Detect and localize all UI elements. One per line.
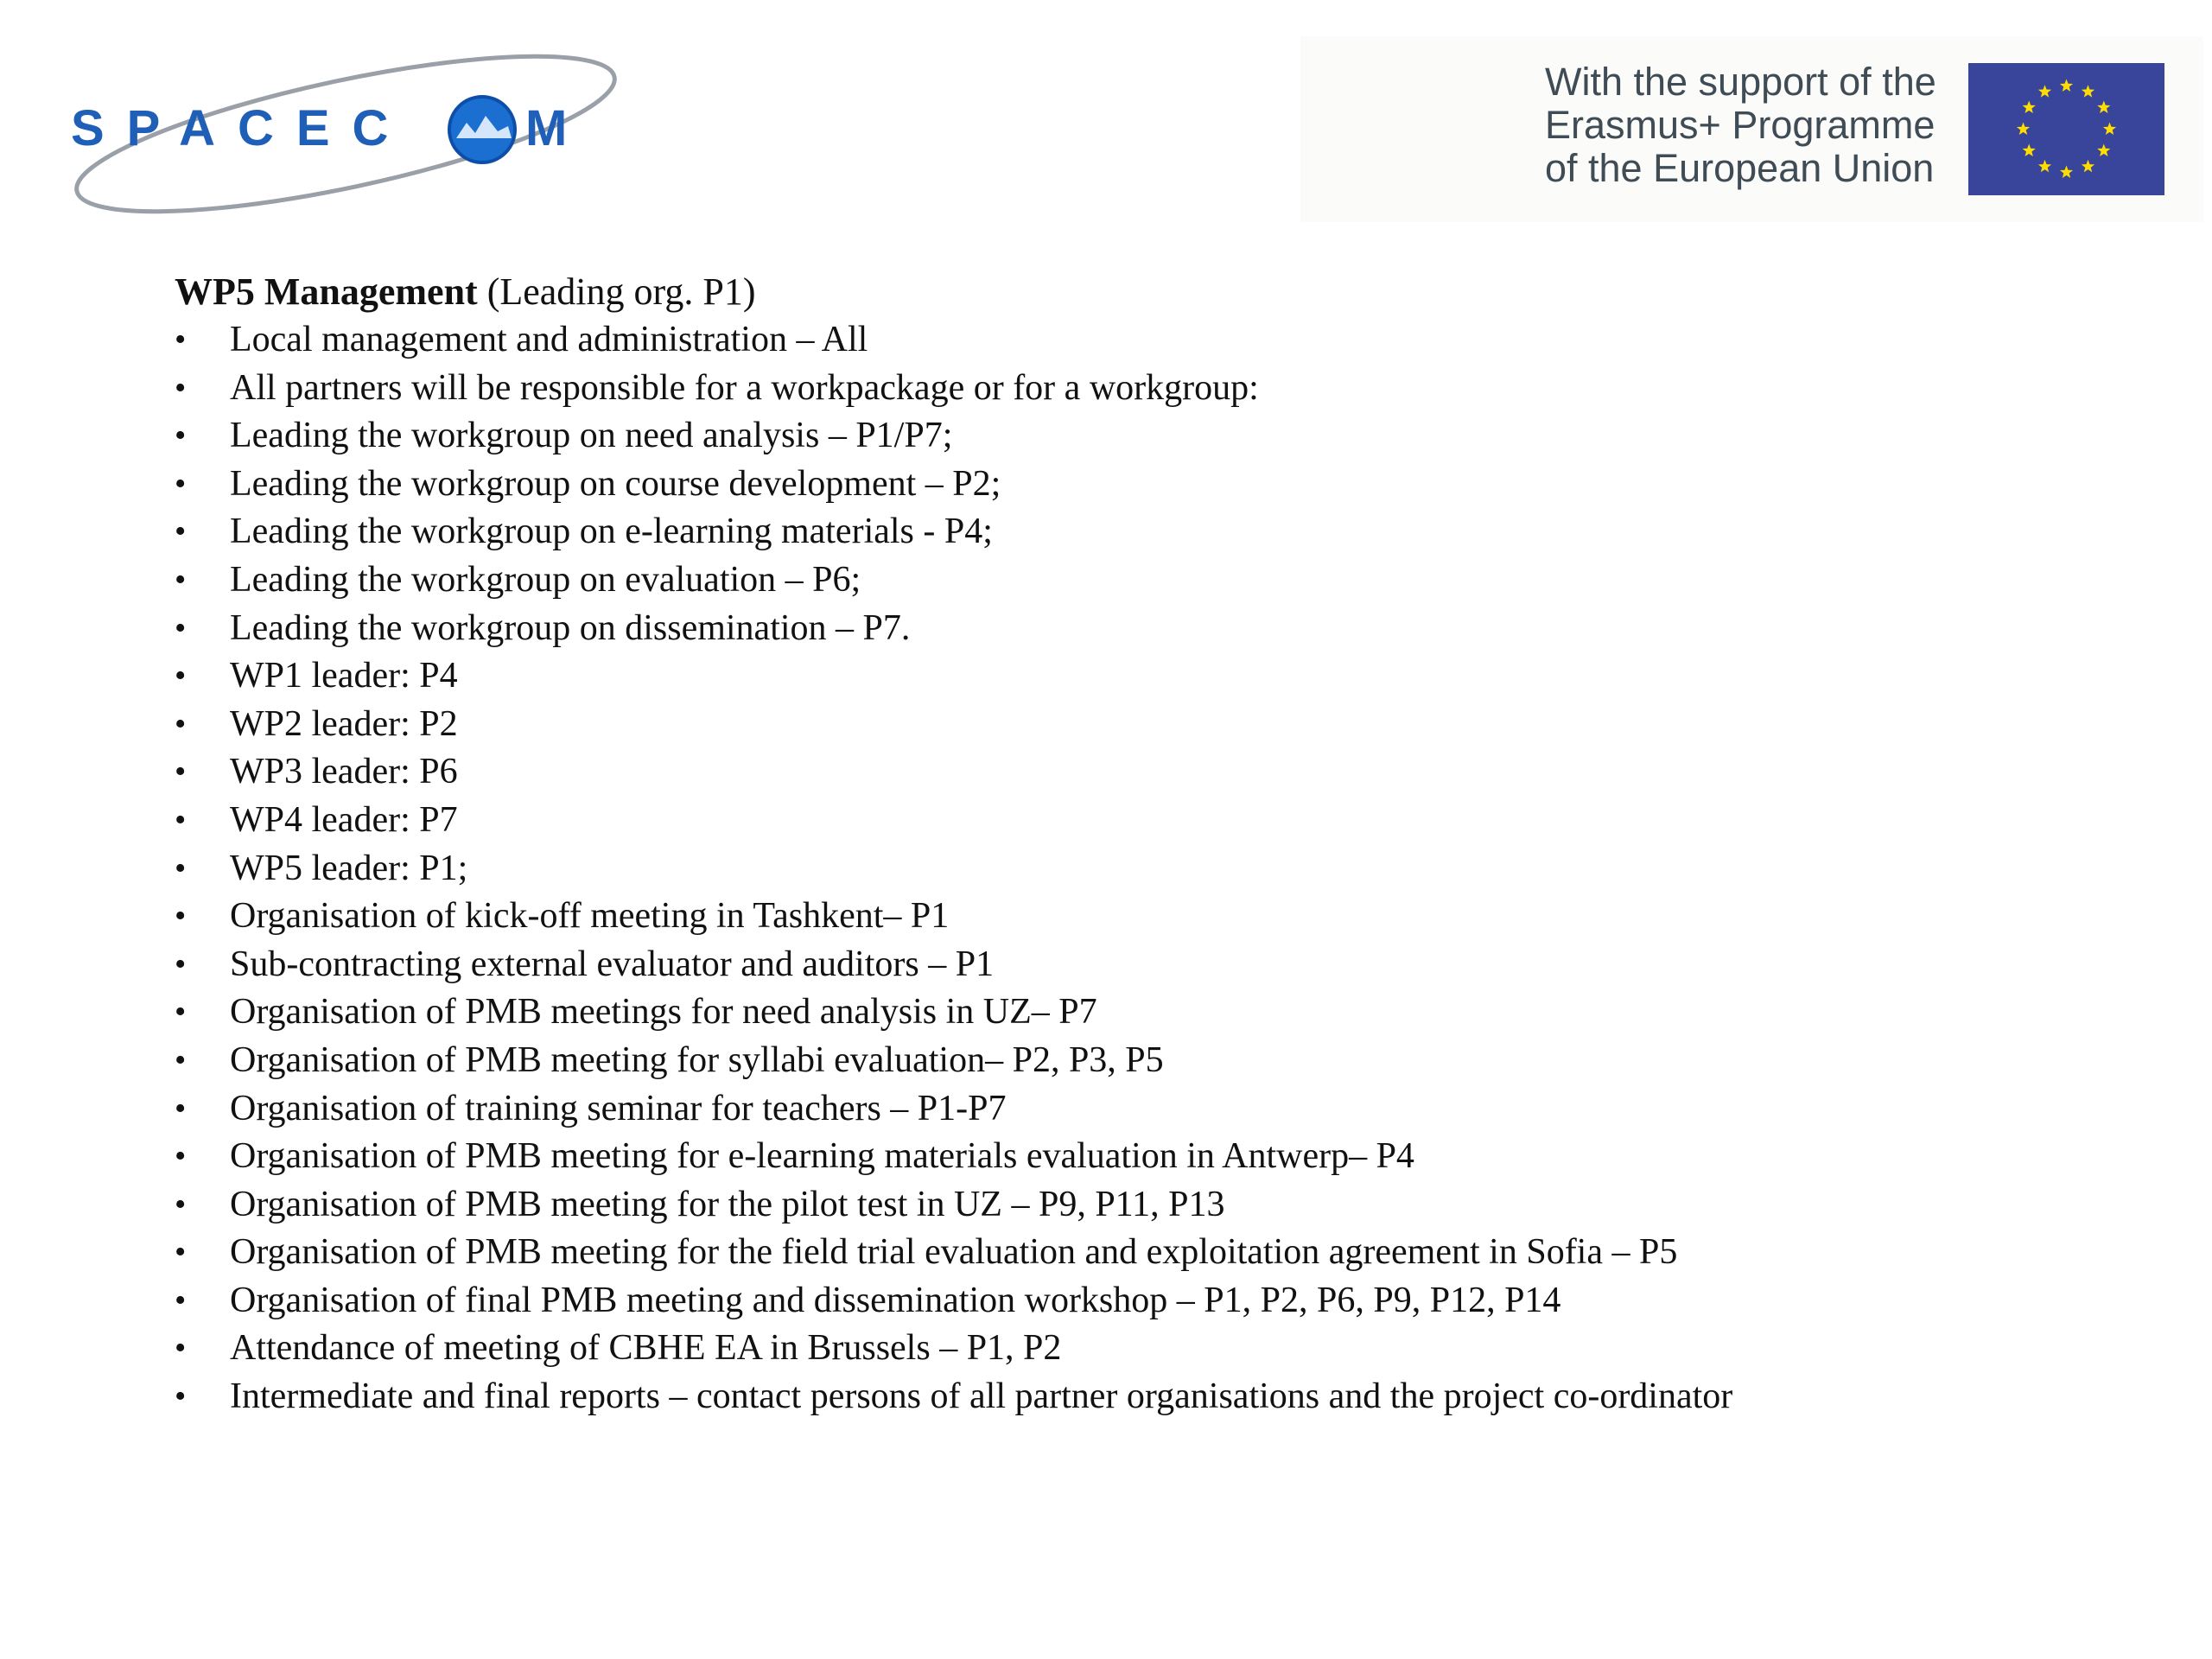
bullet-icon: • <box>175 1185 187 1223</box>
list-item-text: WP3 leader: P6 <box>230 752 458 792</box>
list-item <box>175 941 2162 989</box>
list-item <box>175 988 2162 1037</box>
bullet-icon: • <box>175 321 187 358</box>
bullet-icon: • <box>175 465 187 502</box>
eu-star-icon <box>2023 101 2036 113</box>
list-item-text: Leading the workgroup on e-learning materials - P4; <box>230 512 993 552</box>
list-item-text: Organisation of kick-off meeting in Tashkent– P1 <box>230 896 950 937</box>
bullet-icon: • <box>175 1281 187 1319</box>
eu-star-icon <box>2060 166 2073 178</box>
eu-star-icon <box>2097 144 2110 156</box>
logo-wordmark: SPACEC M <box>71 100 590 156</box>
list-item <box>175 1277 2162 1325</box>
list-item <box>175 412 2162 461</box>
list-item-text: Leading the workgroup on dissemination – P7. <box>230 607 911 648</box>
list-item-text: Leading the workgroup on need analysis – P1/P7; <box>230 416 953 456</box>
bullet-icon: • <box>175 369 187 406</box>
list-item <box>175 1229 2162 1277</box>
list-item-text: Leading the workgroup on course development – P2; <box>230 463 1001 504</box>
list-item <box>175 893 2162 941</box>
list-item <box>175 1133 2162 1181</box>
list-item <box>175 797 2162 845</box>
slide-content <box>175 268 2162 1421</box>
erasmus-line: With the support of the <box>1545 60 1936 104</box>
eu-star-icon <box>2060 79 2073 92</box>
eu-star-icon <box>2097 101 2110 113</box>
bullet-icon: • <box>175 801 187 838</box>
bullet-icon: • <box>175 705 187 742</box>
bullet-icon: • <box>175 898 187 935</box>
bullet-icon: • <box>175 994 187 1031</box>
list-item-text: Organisation of PMB meeting for the field trial evaluation and exploitation agreement in Sofia – P5 <box>230 1232 1678 1273</box>
list-item <box>175 605 2162 653</box>
list-item-text: Leading the workgroup on evaluation – P6; <box>230 559 861 600</box>
bullet-icon: • <box>175 1090 187 1127</box>
list-item-text: All partners will be responsible for a workpackage or for a workgroup: <box>230 367 1259 408</box>
list-item-text: Intermediate and final reports – contact persons of all partner organisations and the project co-ordinator <box>230 1376 1733 1417</box>
list-item-text: Attendance of meeting of CBHE EA in Brussels – P1, P2 <box>230 1328 1062 1369</box>
bullet-icon: • <box>175 513 187 550</box>
bullet-icon: • <box>175 1041 187 1078</box>
list-item <box>175 1181 2162 1230</box>
list-item-text: Organisation of PMB meeting for the pilot test in UZ – P9, P11, P13 <box>230 1184 1225 1224</box>
list-item-text: WP4 leader: P7 <box>230 799 458 840</box>
list-item-text: Organisation of final PMB meeting and dissemination workshop – P1, P2, P6, P9, P12, P14 <box>230 1280 1561 1320</box>
list-item <box>175 1373 2162 1421</box>
bullet-icon: • <box>175 1378 187 1415</box>
bullet-icon: • <box>175 945 187 982</box>
list-item <box>175 556 2162 605</box>
bullet-icon: • <box>175 561 187 598</box>
eu-star-icon <box>2023 144 2036 156</box>
eu-star-icon <box>2082 85 2094 97</box>
bullet-icon: • <box>175 1234 187 1271</box>
list-item-text: Organisation of PMB meetings for need analysis in UZ– P7 <box>230 992 1097 1033</box>
erasmus-text <box>1545 60 1942 190</box>
eu-star-icon <box>2038 85 2051 97</box>
eu-flag-icon <box>1968 63 2164 195</box>
slide-heading <box>175 268 2162 316</box>
list-item <box>175 1325 2162 1373</box>
bullet-icon: • <box>175 609 187 646</box>
bullet-icon: • <box>175 1330 187 1367</box>
bullet-list <box>175 316 2162 1421</box>
list-item <box>175 508 2162 556</box>
heading-bold: WP5 Management <box>175 270 478 313</box>
list-item-text: Local management and administration – All <box>230 320 868 359</box>
bullet-icon: • <box>175 849 187 887</box>
list-item <box>175 461 2162 509</box>
heading-rest: (Leading org. P1) <box>477 270 756 313</box>
list-item-text: Sub-contracting external evaluator and auditors – P1 <box>230 944 995 984</box>
eu-star-icon <box>2038 160 2051 172</box>
list-item-text: Organisation of PMB meeting for syllabi evaluation– P2, P3, P5 <box>230 1039 1164 1080</box>
eu-star-icon <box>2103 123 2116 135</box>
bullet-icon: • <box>175 417 187 454</box>
list-item <box>175 365 2162 413</box>
bullet-icon: • <box>175 1138 187 1175</box>
eu-star-icon <box>2017 123 2030 135</box>
spacecom-logo <box>60 43 631 216</box>
list-item-text: Organisation of training seminar for teachers – P1-P7 <box>230 1088 1007 1128</box>
bullet-icon: • <box>175 658 187 695</box>
bullet-icon: • <box>175 753 187 791</box>
list-item-text: Organisation of PMB meeting for e-learning materials evaluation in Antwerp– P4 <box>230 1136 1414 1177</box>
list-item <box>175 316 2162 365</box>
eu-star-icon <box>2082 160 2094 172</box>
list-item <box>175 1085 2162 1134</box>
list-item <box>175 1037 2162 1085</box>
list-item <box>175 652 2162 701</box>
list-item-text: WP5 leader: P1; <box>230 848 468 888</box>
erasmus-line: of the European Union <box>1545 146 1935 190</box>
erasmus-line: Erasmus+ Programme <box>1545 103 1936 147</box>
list-item-text: WP2 leader: P2 <box>230 703 458 744</box>
list-item <box>175 748 2162 797</box>
list-item <box>175 845 2162 893</box>
erasmus-banner <box>1300 36 2203 222</box>
list-item-text: WP1 leader: P4 <box>230 656 458 696</box>
list-item <box>175 701 2162 749</box>
